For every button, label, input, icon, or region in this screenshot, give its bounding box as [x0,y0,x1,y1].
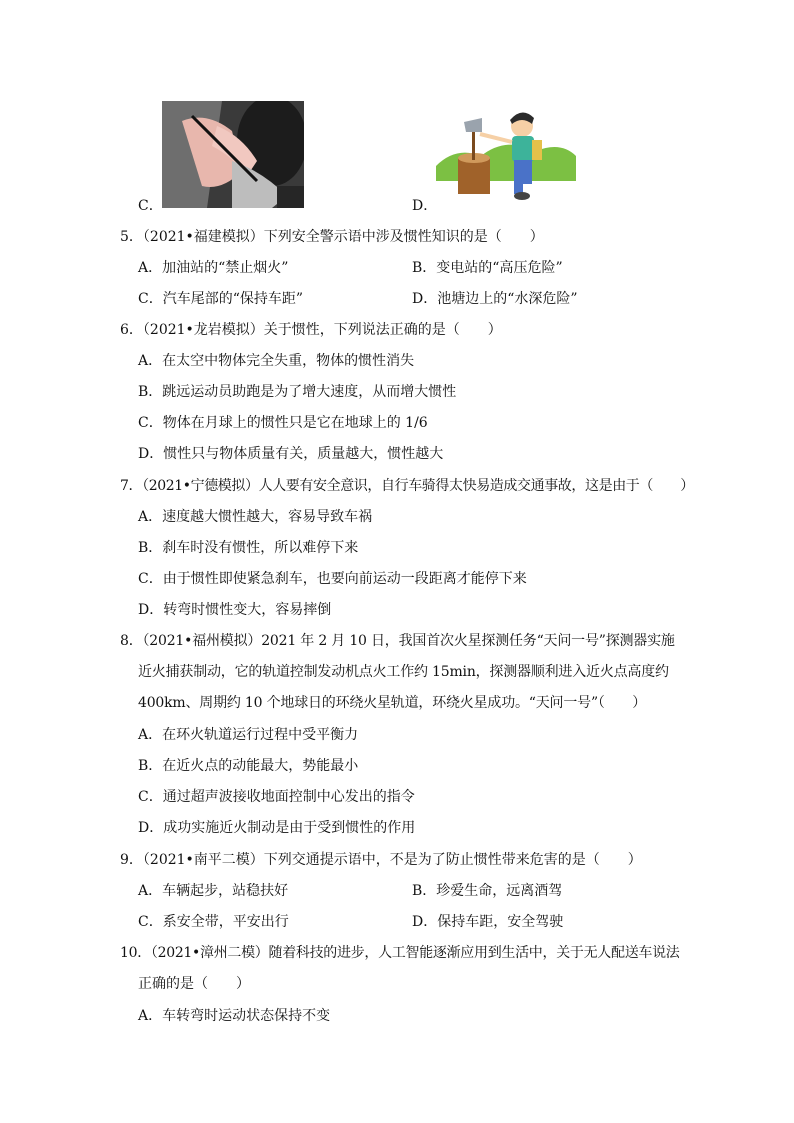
option-d-label: D． [412,198,438,214]
boy-axe-illustration [436,96,576,206]
question-7-option-b: B．刹车时没有惯性，所以难停下来 [138,540,359,556]
question-7-option-c: C．由于惯性即使紧急刹车，也要向前运动一段距离才能停下来 [138,571,527,587]
question-8-option-a: A．在环火轨道运行过程中受平衡力 [138,727,359,743]
question-9-option-d: D．保持车距，安全驾驶 [412,914,564,930]
question-10-stem-line-1: 10．（2021•漳州二模）随着科技的进步，人工智能逐渐应用到生活中，关于无人配送车说法 [120,945,680,961]
question-6-stem: 6．（2021•龙岩模拟）关于惯性，下列说法正确的是（ ） [120,322,502,338]
question-7-option-d: D．转弯时惯性变大，容易摔倒 [138,602,332,618]
question-10-stem-line-2: 正确的是（ ） [138,976,250,992]
question-8-stem-line-3: 400km、周期约 10 个地球日的环绕火星轨道，环绕火星成功。“天问一号”（ ） [138,695,647,711]
question-9-option-b: B．珍爱生命，远离酒驾 [412,883,563,899]
question-6-option-a: A．在太空中物体完全失重，物体的惯性消失 [138,353,415,369]
car-seatbelt-illustration [162,101,304,208]
question-5-stem: 5．（2021•福建模拟）下列安全警示语中涉及惯性知识的是（ ） [120,229,544,245]
question-8-option-c: C．通过超声波接收地面控制中心发出的指令 [138,789,415,805]
option-c-label: C． [138,198,163,214]
question-5-option-b: B．变电站的“高压危险” [412,260,563,276]
question-7-option-a: A．速度越大惯性越大，容易导致车祸 [138,509,373,525]
question-9-stem: 9．（2021•南平二模）下列交通提示语中，不是为了防止惯性带来危害的是（ ） [120,852,642,868]
question-9-option-a: A．车辆起步，站稳扶好 [138,883,289,899]
question-6-option-b: B．跳远运动员助跑是为了增大速度，从而增大惯性 [138,384,457,400]
question-8-stem-line-1: 8．（2021•福州模拟）2021 年 2 月 10 日，我国首次火星探测任务“天问一号”探测器实施 [120,633,675,649]
question-9-option-c: C．系安全带，平安出行 [138,914,289,930]
question-8-stem-line-2: 近火捕获制动，它的轨道控制发动机点火工作约 15min，探测器顺利进入近火点高度约 [138,664,669,680]
option-d-image [436,96,576,206]
question-6-option-d: D．惯性只与物体质量有关，质量越大，惯性越大 [138,446,444,462]
question-8-option-d: D．成功实施近火制动是由于受到惯性的作用 [138,820,416,836]
question-6-option-c: C．物体在月球上的惯性只是它在地球上的 1/6 [138,415,428,431]
question-5-option-c: C．汽车尾部的“保持车距” [138,291,304,307]
question-10-option-a: A．车转弯时运动状态保持不变 [138,1008,331,1024]
option-c-image [162,101,304,208]
question-8-option-b: B．在近火点的动能最大，势能最小 [138,758,359,774]
question-7-stem: 7．（2021•宁德模拟）人人要有安全意识，自行车骑得太快易造成交通事故，这是由于（ ） [120,478,694,494]
question-5-option-a: A．加油站的“禁止烟火” [138,260,289,276]
question-5-option-d: D．池塘边上的“水深危险” [412,291,578,307]
